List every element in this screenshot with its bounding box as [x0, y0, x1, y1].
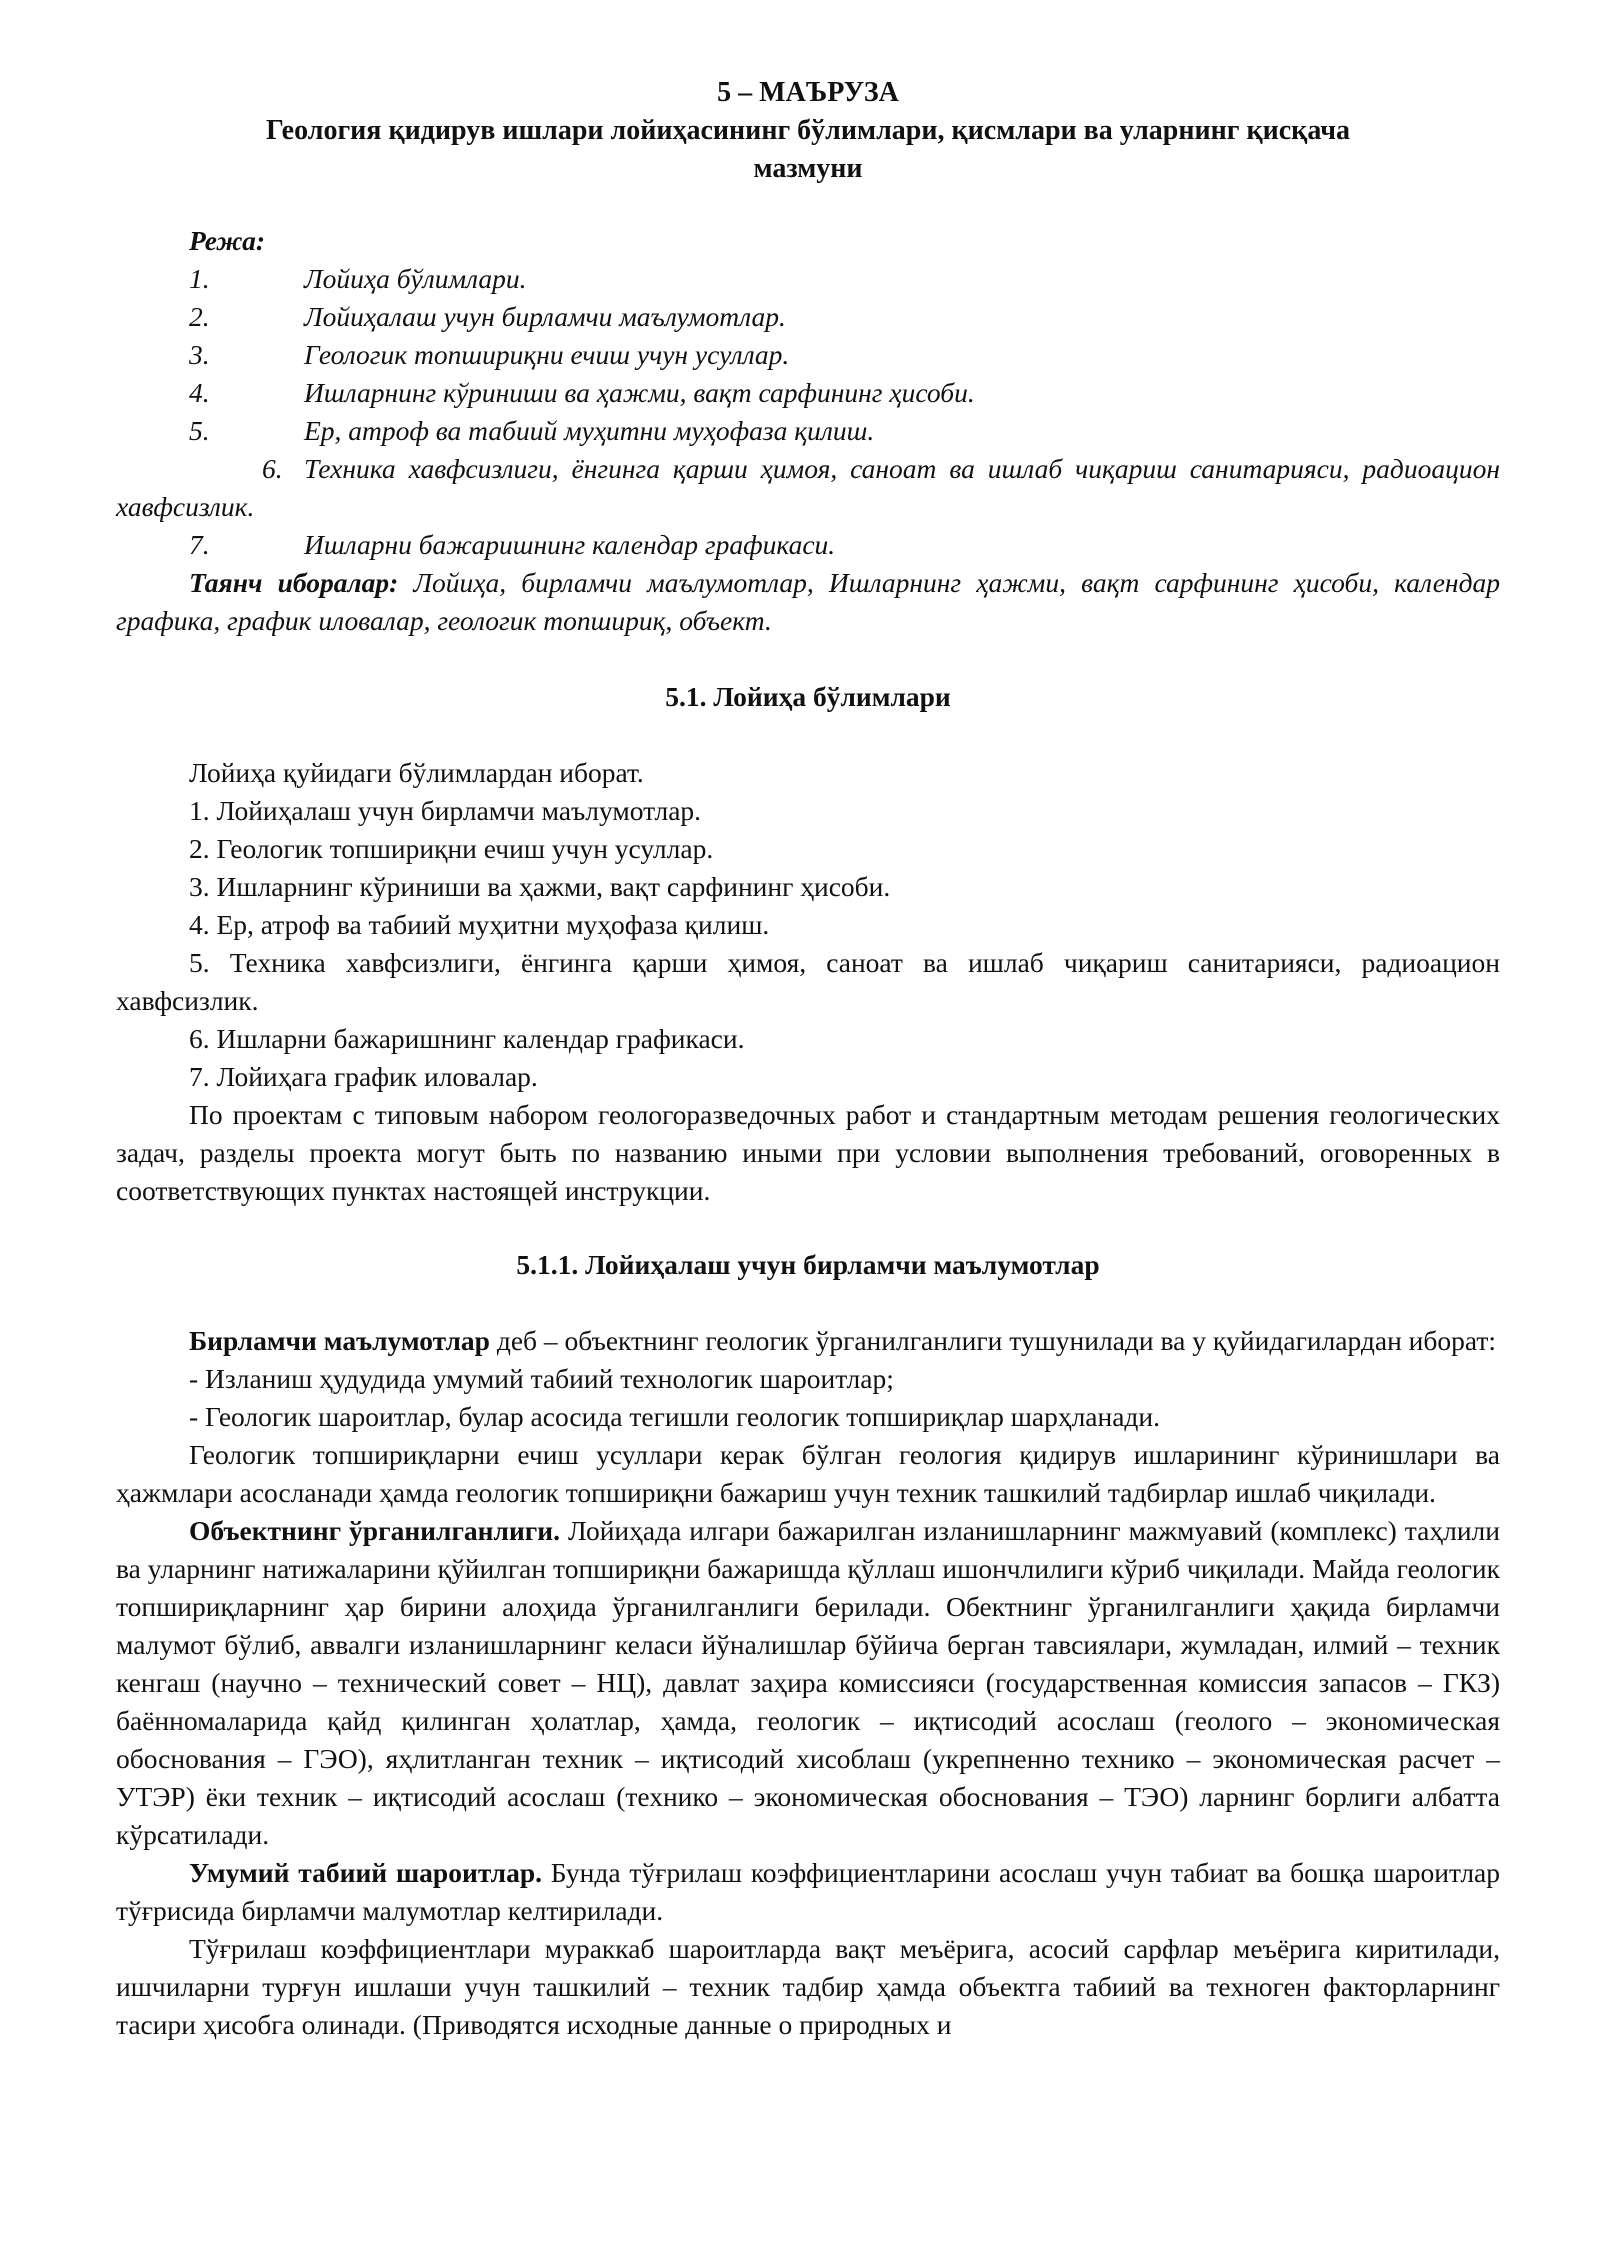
plan-item [116, 260, 1500, 298]
lecture-title-line1: Геология қидирув ишлари лойиҳасининг бўлимлари, қисмлари ва уларнинг қисқача [266, 115, 1350, 146]
plan-item [116, 450, 1500, 526]
list-item: 3. Ишларнинг кўриниши ва ҳажми, вақт сарфининг ҳисоби. [189, 871, 891, 902]
list-item: 4. Ер, атроф ва табиий муҳитни муҳофаза қилиш. [189, 909, 770, 940]
plan-heading: Режа: [189, 225, 266, 256]
plan-item-text: Лойиҳалаш учун бирламчи маълумотлар. [304, 301, 786, 332]
paragraph-text: деб – объектнинг геологик ўрганилганлиги тушунилади ва у қуйидагилардан иборат: [489, 1325, 1497, 1356]
plan-item-number: 1. [189, 263, 210, 294]
list-item: 6. Ишларни бажаришнинг календар графикаси. [189, 1023, 745, 1054]
lecture-title-line2: мазмуни [753, 153, 863, 184]
section-intro: Лойиҳа қуйидаги бўлимлардан иборат. [189, 757, 644, 788]
bullet-item: - Изланиш ҳудудида умумий табиий технологик шароитлар; [189, 1363, 894, 1394]
plan-item-number: 5. [189, 415, 210, 446]
plan-item-text: Ишларни бажаришнинг календар графикаси. [304, 529, 836, 560]
keywords-paragraph [116, 564, 1500, 640]
document-page [116, 74, 1500, 2044]
paragraph-text: Лойиҳада илгари бажарилган изланишларнинг мажмуавий (комплекс) таҳлили ва уларнинг натижаларини қўйилган топшириқни бажаришда қўллаш ишончлилиги кўриб чиқилади. Майда геологик топшириқларнинг ҳар бирини алоҳида ўрганилганлиги берилади. Обектнинг ўрганилганлиги ҳақида бирламчи малумот бўлиб, аввалги изланишларнинг келаси йўналишлар бўйича берган тавсиялари, жумладан, илмий – техник кенгаш (научно – технический совет – НЦ), давлат заҳира комиссияси (государственная комиссия запасов – ГКЗ) баённомаларида қайд қилинган ҳолатлар, ҳамда, геологик – иқтисодий асослаш (геолого – экономическая обоснования – ГЭО), яҳлитланган техник – иқтисодий хисоблаш (укрепненно технико – экономическая расчет – УТЭР) ёки техник – иқтисодий асослаш (технико – экономическая обоснования – ТЭО) ларнинг борлиги албатта кўрсатилади. [116, 1515, 1500, 1850]
plan-item [116, 374, 1500, 412]
plan-item-text: Геологик топшириқни ечиш учун усуллар. [304, 339, 790, 370]
bullet-item: - Геологик шароитлар, булар асосида тегишли геологик топшириқлар шарҳланади. [189, 1401, 1161, 1432]
plan-item-number: 4. [189, 377, 210, 408]
plan-item-text: Лойиҳа бўлимлари. [304, 263, 527, 294]
plan-item-text: Ер, атроф ва табиий муҳитни муҳофаза қилиш. [304, 415, 875, 446]
keywords-label: Таянч иборалар: [189, 567, 399, 598]
paragraph: Тўғрилаш коэффициентлари мураккаб шароитларда вақт меъёрига, асосий сарфлар меъёрига киритилади, ишчиларни турғун ишлаши учун ташкилий – техник тадбир ҳамда объектга табиий ва техноген факторларнинг тасири ҳисобга олинади. (Приводятся исходные данные о природных и [116, 1933, 1500, 2040]
paragraph: Геологик топшириқларни ечиш усуллари керак бўлган геология қидирув ишларининг кўринишлари ва ҳажмлари асосланади ҳамда геологик топшириқни бажариш учун техник ташкилий тадбирлар ишлаб чиқилади. [116, 1439, 1500, 1508]
subsection-heading: 5.1.1. Лойиҳалаш учун бирламчи маълумотлар [516, 1249, 1100, 1280]
paragraph [116, 1322, 1500, 1360]
paragraph-text: Бунда тўғрилаш коэффициентларини асослаш учун табиат ва бошқа шароитлар тўғрисида бирламчи малумотлар келтирилади. [116, 1857, 1500, 1926]
plan-item [116, 298, 1500, 336]
paragraph-lead: Объектнинг ўрганилганлиги. [189, 1515, 561, 1546]
plan-item-number: 7. [189, 529, 210, 560]
paragraph-lead: Умумий табиий шароитлар. [189, 1857, 542, 1888]
section-heading: 5.1. Лойиҳа бўлимлари [665, 681, 951, 712]
plan-item-number: 2. [189, 301, 210, 332]
plan-item [116, 526, 1500, 564]
list-item: 2. Геологик топшириқни ечиш учун усуллар. [189, 833, 714, 864]
keywords-text: Лойиҳа, бирламчи маълумотлар, Ишларнинг ҳажми, вақт сарфининг ҳисоби, календар графика, график иловалар, геологик топшириқ, объект. [116, 567, 1500, 636]
plan-item [116, 412, 1500, 450]
plan-item-number: 3. [189, 339, 210, 370]
paragraph-lead: Бирламчи маълумотлар [189, 1325, 490, 1356]
plan-item-text: Техника хавфсизлиги, ёнгинга қарши ҳимоя, саноат ва ишлаб чиқариш санитарияси, радиоацион хавфсизлик. [116, 453, 1500, 522]
plan-item-number: 6. [262, 453, 283, 484]
plan-item-text: Ишларнинг кўриниши ва ҳажми, вақт сарфининг ҳисоби. [304, 377, 975, 408]
list-item: 7. Лойиҳага график иловалар. [189, 1061, 538, 1092]
paragraph [116, 1854, 1500, 1930]
paragraph: По проектам с типовым набором геологоразведочных работ и стандартным методам решения геологических задач, разделы проекта могут быть по названию иными при условии выполнения требований, оговоренных в соответствующих пунктах настоящей инструкции. [116, 1099, 1500, 1206]
paragraph [116, 1512, 1500, 1854]
list-item: 1. Лойиҳалаш учун бирламчи маълумотлар. [189, 795, 702, 826]
list-item: 5. Техника хавфсизлиги, ёнгинга қарши ҳимоя, саноат ва ишлаб чиқариш санитарияси, радиоацион хавфсизлик. [116, 947, 1500, 1016]
plan-item [116, 336, 1500, 374]
lecture-number: 5 – МАЪРУЗА [717, 77, 899, 108]
